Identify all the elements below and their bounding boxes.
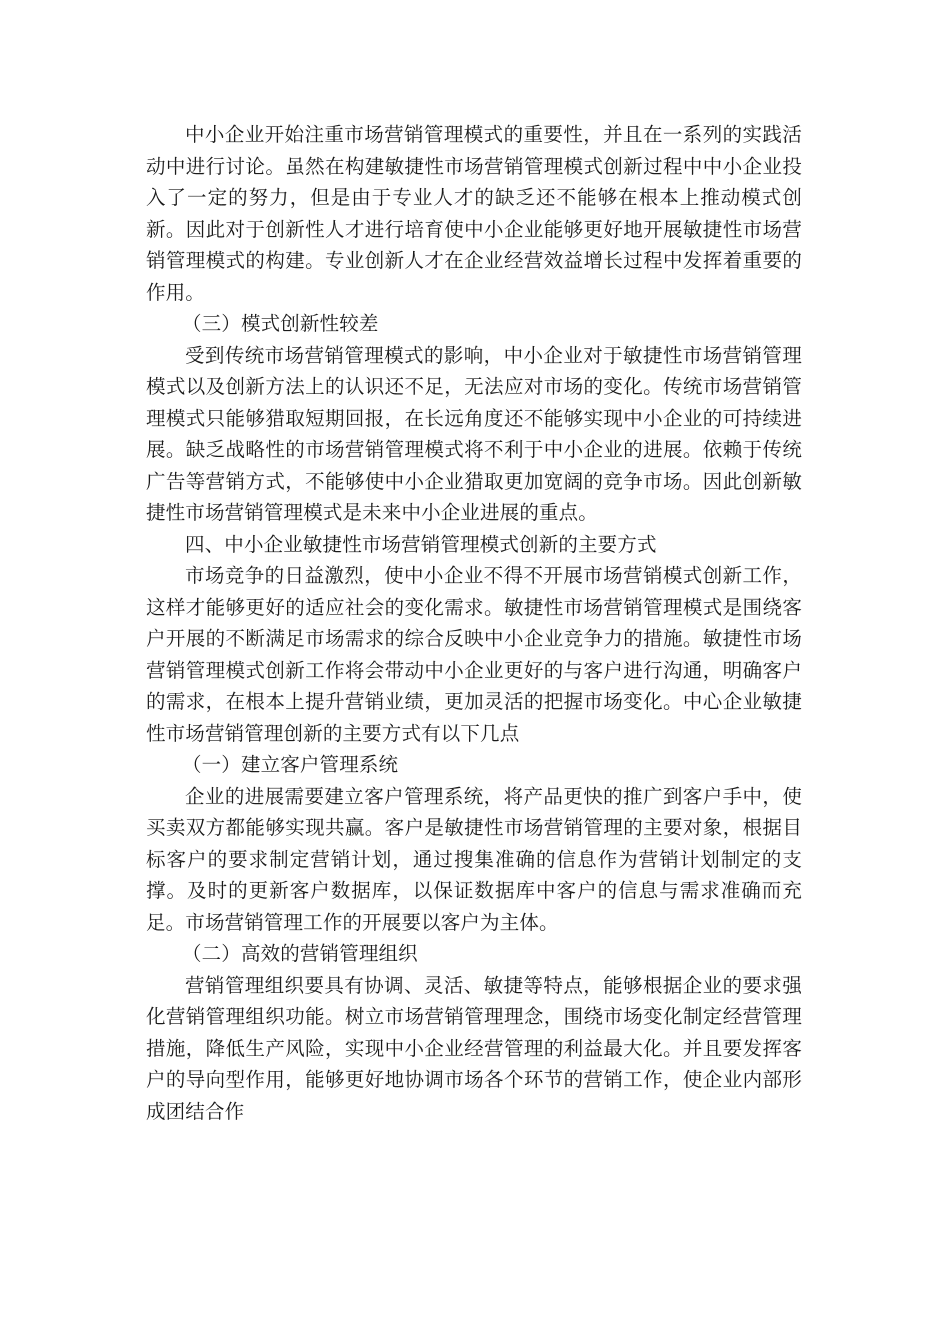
- subheading-customer-management-system: （一）建立客户管理系统: [182, 753, 399, 776]
- paragraph-traditional-mode-influence: 受到传统市场营销管理模式的影响，中小企业对于敏捷性市场营销管理模式以及创新方法上的认识还不足，无法应对市场的变化。传统市场营销管理模式只能够猎取短期回报，在长远角度还不能够实现中小企业的可持续进展。缺乏战略性的市场营销管理模式将不利于中小企业的进展。依赖于传统广告等营销方式，不能够使中小企业猎取更加宽阔的竞争市场。因此创新敏捷性市场营销管理模式是未来中小企业进展的重点。: [146, 343, 802, 524]
- subheading-mode-innovation-weak: （三）模式创新性较差: [182, 312, 379, 335]
- paragraph-market-competition: 市场竞争的日益激烈，使中小企业不得不开展市场营销模式创新工作，这样才能够更好的适应社会的变化需求。敏捷性市场营销管理模式是围绕客户开展的不断满足市场需求的综合反映中小企业竞争力的措施。敏捷性市场营销管理模式创新工作将会带动中小企业更好的与客户进行沟通，明确客户的需求，在根本上提升营销业绩，更加灵活的把握市场变化。中心企业敏捷性市场营销管理创新的主要方式有以下几点: [146, 564, 802, 745]
- paragraph-customer-system: 企业的进展需要建立客户管理系统，将产品更快的推广到客户手中，使买卖双方都能够实现共赢。客户是敏捷性市场营销管理的主要对象，根据目标客户的要求制定营销计划，通过搜集准确的信息作为营销计划制定的支撑。及时的更新客户数据库，以保证数据库中客户的信息与需求准确而充足。市场营销管理工作的开展要以客户为主体。: [146, 784, 802, 934]
- document-page: [146, 119, 802, 1127]
- paragraph-talent-cultivation: 中小企业开始注重市场营销管理模式的重要性，并且在一系列的实践活动中进行讨论。虽然在构建敏捷性市场营销管理模式创新过程中中小企业投入了一定的努力，但是由于专业人才的缺乏还不能够在根本上推动模式创新。因此对于创新性人才进行培育使中小企业能够更好地开展敏捷性市场营销管理模式的构建。专业创新人才在企业经营效益增长过程中发挥着重要的作用。: [146, 123, 802, 304]
- subheading-efficient-marketing-organization: （二）高效的营销管理组织: [182, 942, 418, 965]
- section-heading-innovation-methods: 四、中小企业敏捷性市场营销管理模式创新的主要方式: [185, 532, 657, 556]
- paragraph-marketing-organization: 营销管理组织要具有协调、灵活、敏捷等特点，能够根据企业的要求强化营销管理组织功能。树立市场营销管理理念，围绕市场变化制定经营管理措施，降低生产风险，实现中小企业经营管理的利益最大化。并且要发挥客户的导向型作用，能够更好地协调市场各个环节的营销工作，使企业内部形成团结合作: [146, 973, 802, 1123]
